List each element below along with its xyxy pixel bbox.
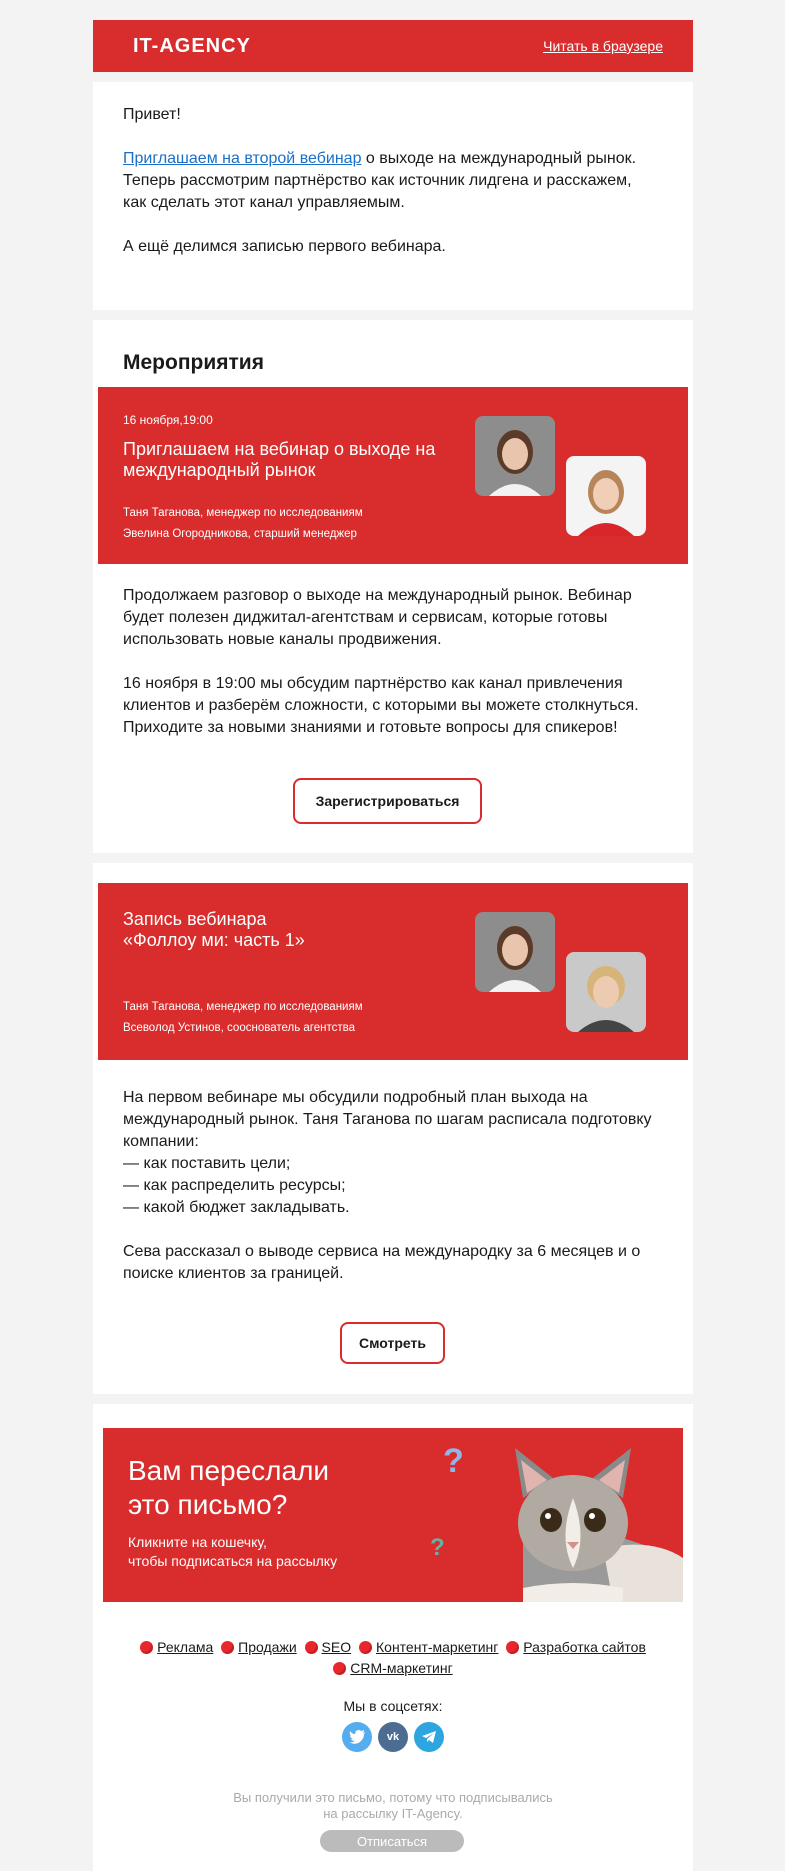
rubrics-list — [113, 1637, 673, 1679]
rubric-item — [359, 1639, 498, 1655]
second-webinar-link[interactable]: Приглашаем на второй вебинар — [123, 150, 362, 167]
register-button[interactable]: Зарегистрироваться — [293, 778, 482, 824]
forward-title: Вам переслали это письмо? — [128, 1455, 330, 1520]
banner-title: Запись вебинара «Фоллоу ми: часть 1» — [123, 909, 305, 950]
red-dot-icon — [506, 1641, 519, 1654]
question-mark-icon: ? — [443, 1442, 464, 1480]
red-dot-icon — [305, 1641, 318, 1654]
banner-speaker-1: Таня Таганова, менеджер по исследованиям — [123, 1001, 363, 1013]
speaker-photo-1 — [475, 416, 555, 496]
red-dot-icon — [140, 1641, 153, 1654]
footer-note: Вы получили это письмо, потому что подписывались на рассылку IT-Agency. — [233, 1790, 553, 1821]
social-icons — [93, 1722, 693, 1752]
twitter-icon[interactable] — [342, 1722, 372, 1752]
rubric-link-ads[interactable]: Реклама — [157, 1639, 214, 1655]
recording-note: А ещё делимся записью первого вебинара. — [123, 238, 446, 255]
bullet-item: — как поставить цели; — [123, 1155, 291, 1172]
recording-description: На первом вебинаре мы обсудили подробный план выхода на международный рынок. Таня Таганова по шагам расписала подготовку компании: — как поставить цели; — как распределить ресурсы; — какой бюджет закладывать. Сева рассказал о выводе сервиса на международку за 6 месяцев и о поиске клиентов за границей. — [123, 1089, 652, 1282]
rubric-item — [221, 1639, 296, 1655]
greeting: Привет! — [123, 106, 181, 123]
rubric-link-webdev[interactable]: Разработка сайтов — [523, 1639, 646, 1655]
logo[interactable]: IT-AGENCY — [133, 34, 251, 57]
watch-button[interactable]: Смотреть — [340, 1322, 445, 1364]
speaker-photo-2 — [566, 456, 646, 536]
red-dot-icon — [221, 1641, 234, 1654]
recording-banner[interactable] — [98, 883, 688, 1060]
vk-icon[interactable]: vk — [378, 1722, 408, 1752]
section-title: Мероприятия — [123, 351, 264, 374]
unsubscribe-button[interactable]: Отписаться — [320, 1830, 464, 1852]
intro-section — [93, 82, 693, 310]
events-section — [93, 320, 693, 853]
banner-speaker-2: Эвелина Огородникова, старший менеджер — [123, 528, 357, 540]
speaker-photo-1 — [475, 912, 555, 992]
forward-subtitle: Кликните на кошечку, чтобы подписаться на рассылку — [128, 1534, 338, 1569]
read-in-browser-link[interactable]: Читать в браузере — [543, 38, 663, 54]
banner-speaker-1: Таня Таганова, менеджер по исследованиям — [123, 507, 363, 519]
cat-image — [463, 1438, 683, 1602]
social-label: Мы в соцсетях: — [343, 1698, 443, 1714]
telegram-icon[interactable] — [414, 1722, 444, 1752]
speaker-photo-3 — [566, 952, 646, 1032]
banner-speaker-2: Всеволод Устинов, сооснователь агентства — [123, 1022, 356, 1034]
recording-section — [93, 863, 693, 1394]
email-header — [93, 20, 693, 72]
intro-text: Приглашаем на второй вебинар о выходе на международный рынок. Теперь рассмотрим партнёрство как источник лидгена и расскажем, как сделать этот канал управляемым. — [123, 150, 637, 211]
rubric-link-seo[interactable]: SEO — [321, 1639, 352, 1655]
webinar-banner[interactable] — [98, 387, 688, 564]
rubric-link-sales[interactable]: Продажи — [238, 1639, 297, 1655]
red-dot-icon — [333, 1662, 346, 1675]
banner-title: Приглашаем на вебинар о выходе на международный рынок — [123, 439, 436, 480]
rubric-link-content[interactable]: Контент-маркетинг — [376, 1639, 499, 1655]
rubric-item — [305, 1639, 352, 1655]
subscribe-cat-banner[interactable] — [103, 1428, 683, 1602]
rubric-item — [506, 1639, 646, 1655]
banner-date: 16 ноября,19:00 — [123, 413, 213, 427]
rubric-item — [333, 1660, 452, 1676]
bullet-item: — как распределить ресурсы; — [123, 1177, 346, 1194]
question-mark-icon: ? — [430, 1534, 445, 1561]
forwarded-section — [93, 1404, 693, 1871]
red-dot-icon — [359, 1641, 372, 1654]
rubric-link-crm[interactable]: CRM-маркетинг — [350, 1660, 453, 1676]
event-description: Продолжаем разговор о выходе на международный рынок. Вебинар будет полезен диджитал-агентствам и сервисам, которые готовы использовать новые каналы продвижения. 16 ноября в 19:00 мы обсудим партнёрство как канал привлечения клиентов и разберём сложности, с которыми вы можете столкнуться. Приходите за новыми знаниями и готовьте вопросы для спикеров! — [123, 587, 639, 736]
rubric-item — [140, 1639, 213, 1655]
bullet-item: — какой бюджет закладывать. — [123, 1199, 350, 1216]
